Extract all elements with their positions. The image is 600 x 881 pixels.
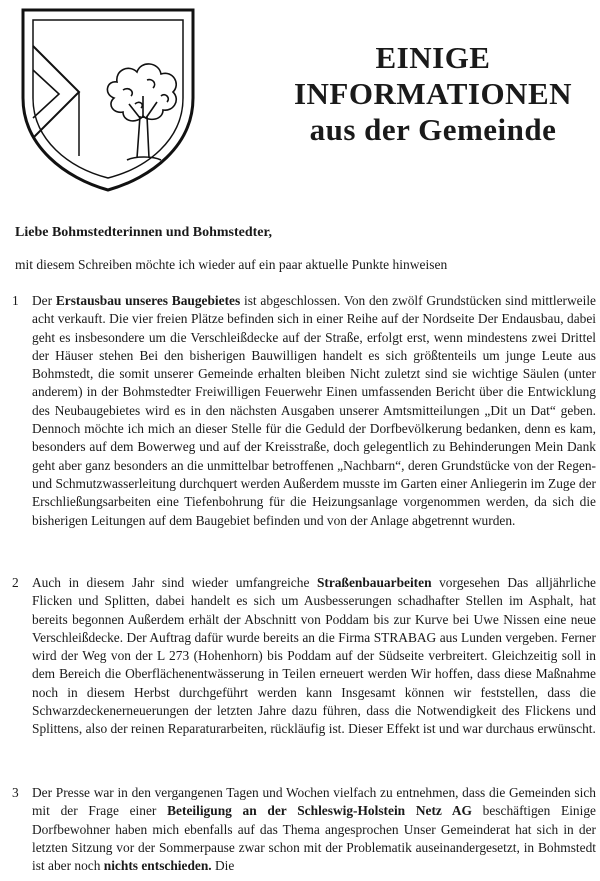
title-line-1: EINIGE: [375, 40, 491, 75]
title-line-3: aus der Gemeinde: [309, 112, 557, 147]
item-number: 1: [12, 293, 19, 308]
emphasis: Straßenbauarbeiten: [316, 575, 432, 590]
item-text: Der Presse war in den vergangenen Tagen und Wochen vielfach zu entnehmen, dass die Gemeinden sich mit der Frage einer Beteiligung an der Schleswig-Holstein Netz AG beschäftigen Einige Dorfbewohner haben mich ebenfalls auf das Thema angesprochen Unser Gemeinderat hat sich in der letzten Sitzung vor der Sommerpause zwar schon mit der Problematik auseinandergesetzt, in Bohmstedt ist aber noch nichts entschieden. Die: [32, 785, 596, 874]
coat-of-arms-oak-tree-icon: [19, 6, 197, 194]
emphasis: Erstausbau unseres Baugebietes: [55, 293, 241, 308]
item-number: 2: [12, 575, 19, 590]
list-item: [12, 574, 596, 739]
title-line-2: INFORMATIONEN: [293, 76, 573, 111]
page-title: [258, 40, 600, 148]
list-item: [12, 292, 596, 530]
item-text: Auch in diesem Jahr sind wieder umfangreiche Straßenbauarbeiten vorgesehen Das alljährliche Flicken und Splitten, dabei handelt es sich um Ausbesserungen schadhafter Stellen im Asphalt, hat bereits begonnen Außerdem erhält der Abschnitt von Poddam bis zur Kurve bei Uwe Nissen eine neue Verschleißdecke. Der Auftrag dafür wurde bereits an die Firma STRABAG aus Lunden vergeben. Ferner wird der Weg von der L 273 (Hohenhorn) bis Poddam auf der Südseite verbreitert. Gleichzeitig soll in dem Bereich die Oberflächenentwässerung in Teilen erneuert werden Wir hoffen, dass diese Maßnahme noch in diesem Herbst durchgeführt werden kann Insgesamt können wir feststellen, dass die Schwarzdeckenerneuerungen der letzten Jahre dazu führen, dass die Notwendigkeit des Flickens und Splittens, also der reinen Reparaturarbeiten, rückläufig ist. Dieser Effekt ist und war durchaus erwünscht.: [32, 575, 596, 737]
intro-text: mit diesem Schreiben möchte ich wieder auf ein paar aktuelle Punkte hinweisen: [15, 257, 448, 272]
salutation: Liebe Bohmstedterinnen und Bohmstedter,: [15, 225, 272, 240]
list-item: [12, 784, 596, 875]
emphasis: nichts entschieden.: [103, 858, 212, 874]
emphasis: Beteiligung an der Schleswig-Holstein Netz AG: [167, 803, 472, 819]
item-number: 3: [12, 785, 19, 800]
item-text: Der Erstausbau unseres Baugebietes ist abgeschlossen. Von den zwölf Grundstücken sind mittlerweile acht verkauft. Die vier freien Plätze befinden sich in einer Reihe auf der Nordseite Der Endausbau, dabei geht es insbesondere um die Verschleißdecke auf der Straße, erfolgt erst, wenn mindestens zwei Drittel der Häuser stehen Bei den bisherigen Bauwilligen handelt es sich größtenteils um junge Leute aus Bohmstedt, die somit unserer Gemeinde erhalten bleiben Nicht zuletzt sind sie wichtige Säulen (unter anderem) in der Bohmstedter Freiwilligen Feuerwehr Einen umfassenden Bericht über die Entwicklung des Neubaugebietes wird es in den nächsten Ausgaben unserer Amtsmitteilungen „Dit un Dat“ geben. Dennoch möchte ich mich an dieser Stelle für die Geduld der Dorfbevölkerung bedanken, denn es kam, besonders auf dem Bowerweg und auf der Kreisstraße, doch gelegentlich zu Behinderungen Mein Dank geht aber ganz besonders an die unmittelbar betroffenen „Nachbarn“, deren Grundstücke von der Regen- und Schmutzwasserleitung durchquert werden Außerdem musste im Garten einer Anliegerin im Zuge der Erschließungsarbeiten eine Tiefenbohrung für die Heizungsanlage vorgenommen werden, da sich die bisherigen Leitungen auf dem Baugebiet befinden und von der Anlage abgetrennt wurden.: [32, 293, 596, 528]
